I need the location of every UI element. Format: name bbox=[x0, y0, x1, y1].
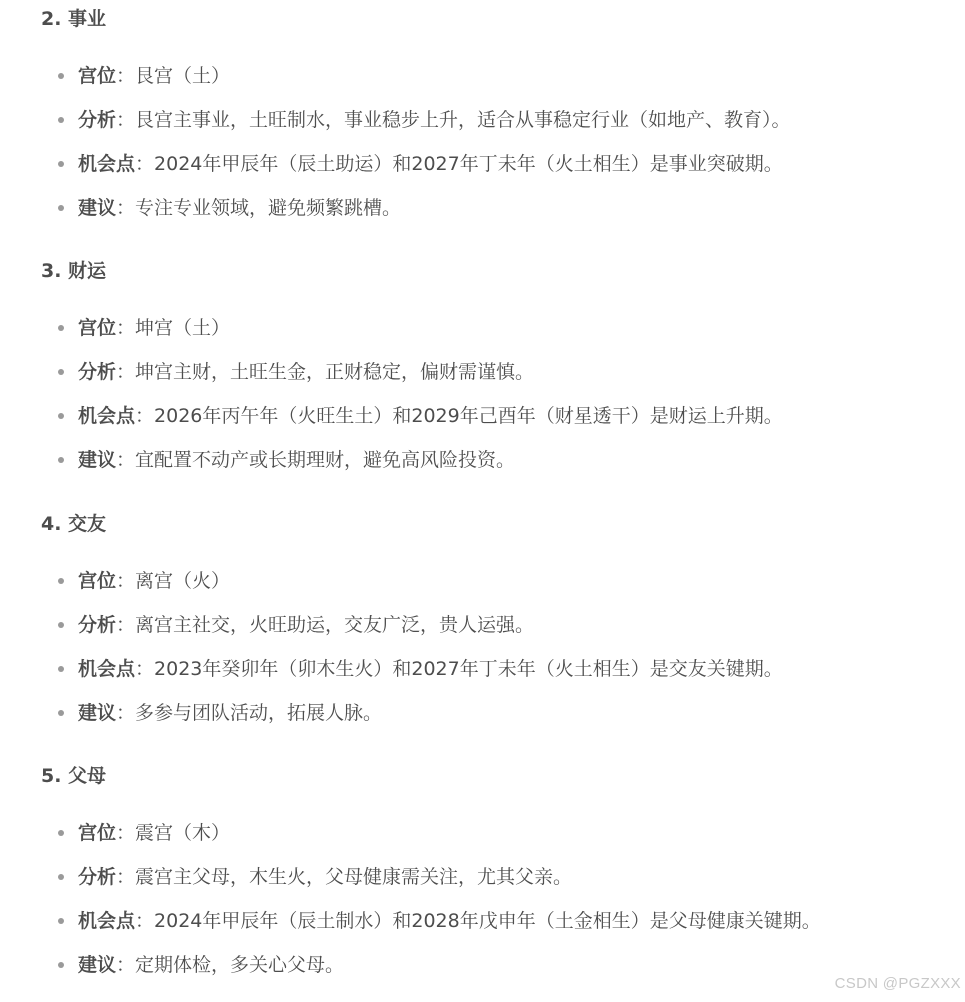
list-item bbox=[41, 691, 783, 735]
item-label: 分析 bbox=[78, 614, 117, 636]
item-label: 宫位 bbox=[78, 822, 117, 844]
list-item bbox=[41, 647, 783, 691]
list-item bbox=[41, 54, 791, 98]
item-text: ：震宫（木） bbox=[116, 822, 231, 844]
section-title: 2. 事业 bbox=[41, 8, 107, 30]
bullet-dot-icon bbox=[58, 161, 64, 167]
item-text: ：2023年癸卯年（卯木生火）和2027年丁未年（火土相生）是交友关键期。 bbox=[135, 658, 783, 680]
item-text: ：艮宫（土） bbox=[116, 65, 231, 87]
list-item bbox=[41, 394, 783, 438]
item-text: ：定期体检，多关心父母。 bbox=[116, 954, 345, 976]
section-title: 5. 父母 bbox=[41, 765, 107, 787]
list-item bbox=[41, 98, 791, 142]
bullet-dot-icon bbox=[58, 666, 64, 672]
item-label: 机会点 bbox=[78, 658, 136, 680]
list-item bbox=[41, 350, 783, 394]
item-text: ：坤宫（土） bbox=[116, 317, 231, 339]
item-label: 分析 bbox=[78, 361, 117, 383]
item-text: ：2026年丙午年（火旺生土）和2029年己酉年（财星透干）是财运上升期。 bbox=[135, 405, 783, 427]
item-text: ：专注专业领域，避免频繁跳槽。 bbox=[116, 197, 402, 219]
item-label: 建议 bbox=[78, 197, 117, 219]
section-title: 4. 交友 bbox=[41, 513, 107, 535]
item-label: 建议 bbox=[78, 954, 117, 976]
list-item bbox=[41, 559, 783, 603]
item-label: 分析 bbox=[78, 109, 117, 131]
section-wealth bbox=[41, 260, 941, 471]
item-text: ：2024年甲辰年（辰土助运）和2027年丁未年（火土相生）是事业突破期。 bbox=[135, 153, 783, 175]
bullet-dot-icon bbox=[58, 830, 64, 836]
bullet-dot-icon bbox=[58, 457, 64, 463]
watermark: CSDN @PGZXXX bbox=[834, 975, 961, 992]
section-title: 3. 财运 bbox=[41, 260, 107, 282]
list-item bbox=[41, 186, 791, 230]
bullet-dot-icon bbox=[58, 205, 64, 211]
list-item bbox=[41, 811, 821, 855]
bullet-dot-icon bbox=[58, 874, 64, 880]
item-label: 建议 bbox=[78, 449, 117, 471]
section-career bbox=[41, 8, 941, 219]
item-text: ：离宫主社交，火旺助运，交友广泛，贵人运强。 bbox=[116, 614, 535, 636]
bullet-dot-icon bbox=[58, 710, 64, 716]
bullet-list bbox=[41, 306, 783, 482]
bullet-dot-icon bbox=[58, 413, 64, 419]
list-item bbox=[41, 306, 783, 350]
item-label: 机会点 bbox=[78, 153, 136, 175]
item-text: ：艮宫主事业，土旺制水，事业稳步上升，适合从事稳定行业（如地产、教育）。 bbox=[116, 109, 791, 131]
item-label: 机会点 bbox=[78, 910, 136, 932]
item-label: 宫位 bbox=[78, 65, 117, 87]
bullet-dot-icon bbox=[58, 962, 64, 968]
bullet-list bbox=[41, 54, 791, 230]
list-item bbox=[41, 603, 783, 647]
bullet-list bbox=[41, 811, 821, 987]
item-label: 宫位 bbox=[78, 317, 117, 339]
list-item bbox=[41, 142, 791, 186]
bullet-dot-icon bbox=[58, 117, 64, 123]
item-text: ：离宫（火） bbox=[116, 570, 231, 592]
item-label: 宫位 bbox=[78, 570, 117, 592]
section-friends bbox=[41, 513, 941, 724]
section-parents bbox=[41, 765, 941, 976]
item-text: ：坤宫主财，土旺生金，正财稳定，偏财需谨慎。 bbox=[116, 361, 535, 383]
item-text: ：震宫主父母，木生火，父母健康需关注，尤其父亲。 bbox=[116, 866, 573, 888]
list-item bbox=[41, 438, 783, 482]
item-label: 分析 bbox=[78, 866, 117, 888]
item-text: ：宜配置不动产或长期理财，避免高风险投资。 bbox=[116, 449, 516, 471]
item-label: 建议 bbox=[78, 702, 117, 724]
item-label: 机会点 bbox=[78, 405, 136, 427]
bullet-dot-icon bbox=[58, 73, 64, 79]
bullet-list bbox=[41, 559, 783, 735]
item-text: ：多参与团队活动，拓展人脉。 bbox=[116, 702, 383, 724]
list-item bbox=[41, 943, 821, 987]
bullet-dot-icon bbox=[58, 578, 64, 584]
list-item bbox=[41, 855, 821, 899]
list-item bbox=[41, 899, 821, 943]
item-text: ：2024年甲辰年（辰土制水）和2028年戊申年（土金相生）是父母健康关键期。 bbox=[135, 910, 821, 932]
bullet-dot-icon bbox=[58, 369, 64, 375]
bullet-dot-icon bbox=[58, 325, 64, 331]
bullet-dot-icon bbox=[58, 918, 64, 924]
bullet-dot-icon bbox=[58, 622, 64, 628]
